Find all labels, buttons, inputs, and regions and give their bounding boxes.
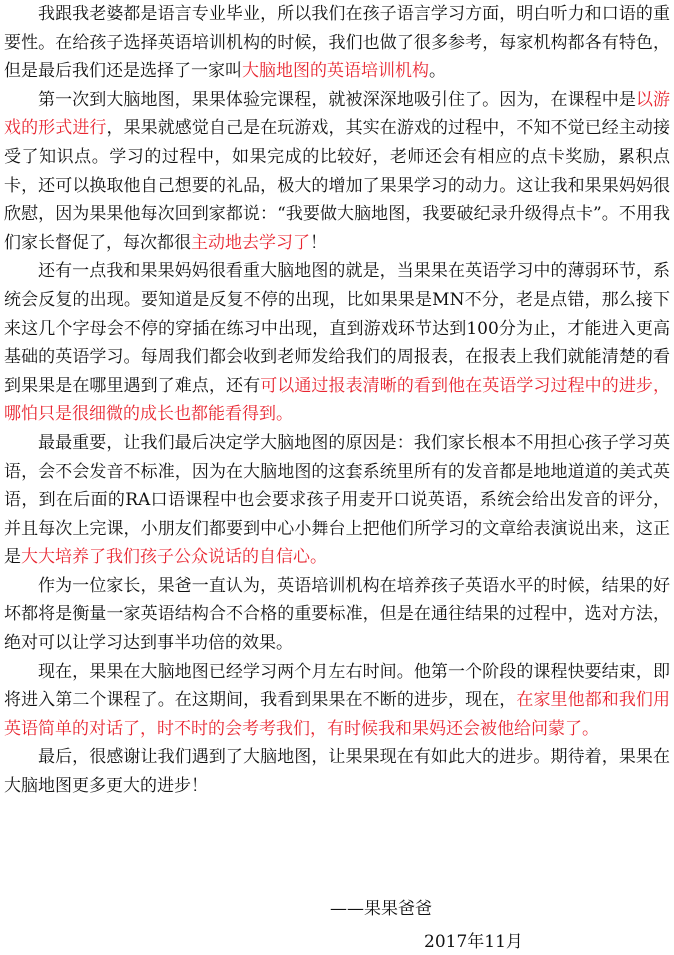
paragraph (4, 572, 670, 658)
paragraph (4, 0, 670, 86)
paragraph-text: 第一次到大脑地图，果果体验完课程，就被深深地吸引住了。因为，在课程中是 (38, 89, 636, 110)
paragraph-text: 现在，果果在大脑地图已经学习两个月左右时间。他第一个阶段的课程快要结束，即将进入第二个课程了。在这期间，我看到果果在不断的进步，现在， (4, 661, 670, 711)
paragraph-text: ！ (310, 232, 327, 253)
paragraph-text: 。 (429, 61, 446, 82)
highlighted-text: 在家里他都和我们用英语简单的对话了，时不时的会考考我们，有时候我和果妈还会被他给问蒙了。 (4, 690, 671, 739)
signature: ——果果爸爸 (330, 899, 432, 919)
paragraph (4, 743, 670, 800)
paragraph (4, 658, 670, 744)
highlighted-text: 大脑地图的英语培训机构 (242, 61, 429, 82)
paragraph-text: 最后，很感谢让我们遇到了大脑地图，让果果现在有如此大的进步。期待着，果果在大脑地图更多更大的进步！ (4, 747, 670, 797)
paragraph-text: 还有一点我和果果妈妈很看重大脑地图的就是，当果果在英语学习中的薄弱环节，系统会反复的出现。要知道是反复不停的出现，比如果果是MN不分，老是点错，那么接下来这几个字母会不停的穿插在练习中出现，直到游戏环节达到100分为止，才能进入更高基础的英语学习。每周我们都会收到老师发给我们的周报表，在报表上我们就能清楚的看到果果是在哪里遇到了难点，还有 (4, 261, 670, 396)
paragraph (4, 86, 670, 258)
paragraph-text: ，果果就感觉自己是在玩游戏，其实在游戏的过程中，不知不觉已经主动接受了知识点。学习的过程中，如果完成的比较好，老师还会有相应的点卡奖励，累积点卡，还可以换取他自己想要的礼品，极大的增加了果果学习的动力。这让我和果果妈妈很欣慰，因为果果他每次回到家都说：“我要做大脑地图，我要破纪录升级得点卡”。不用我们家长督促了，每次都很 (4, 118, 671, 253)
letter-date: 2017年11月 (424, 932, 523, 952)
highlighted-text: 以游戏的形式进行 (4, 89, 671, 139)
highlighted-text: 可以通过报表清晰的看到他在英语学习过程中的进步，哪怕只是很细微的成长也都能看得到。 (4, 375, 671, 425)
letter-body (4, 0, 670, 801)
highlighted-text: 主动地去学习了 (191, 232, 310, 253)
highlighted-text: 大大培养了我们孩子公众说话的自信心。 (21, 547, 327, 568)
paragraph-text: 最最重要，让我们最后决定学大脑地图的原因是：我们家长根本不用担心孩子学习英语，会不会发音不标准，因为在大脑地图的这套系统里所有的发音都是地地道道的美式英语，到在后面的RA口语课程中也会要求孩子用麦开口说英语，系统会给出发音的评分，并且每次上完课，小朋友们都要到中心小舞台上把他们所学习的文章给表演说出来，这正是 (4, 432, 670, 568)
paragraph (4, 429, 670, 572)
paragraph (4, 257, 670, 429)
paragraph-text: 我跟我老婆都是语言专业毕业，所以我们在孩子语言学习方面，明白听力和口语的重要性。在给孩子选择英语培训机构的时候，我们也做了很多参考，每家机构都各有特色，但是最后我们还是选择了一家叫 (4, 4, 670, 82)
paragraph-text: 作为一位家长，果爸一直认为，英语培训机构在培养孩子英语水平的时候，结果的好坏都将是衡量一家英语结构合不合格的重要标准，但是在通往结果的过程中，选对方法，绝对可以让学习达到事半功倍的效果。 (4, 575, 670, 654)
